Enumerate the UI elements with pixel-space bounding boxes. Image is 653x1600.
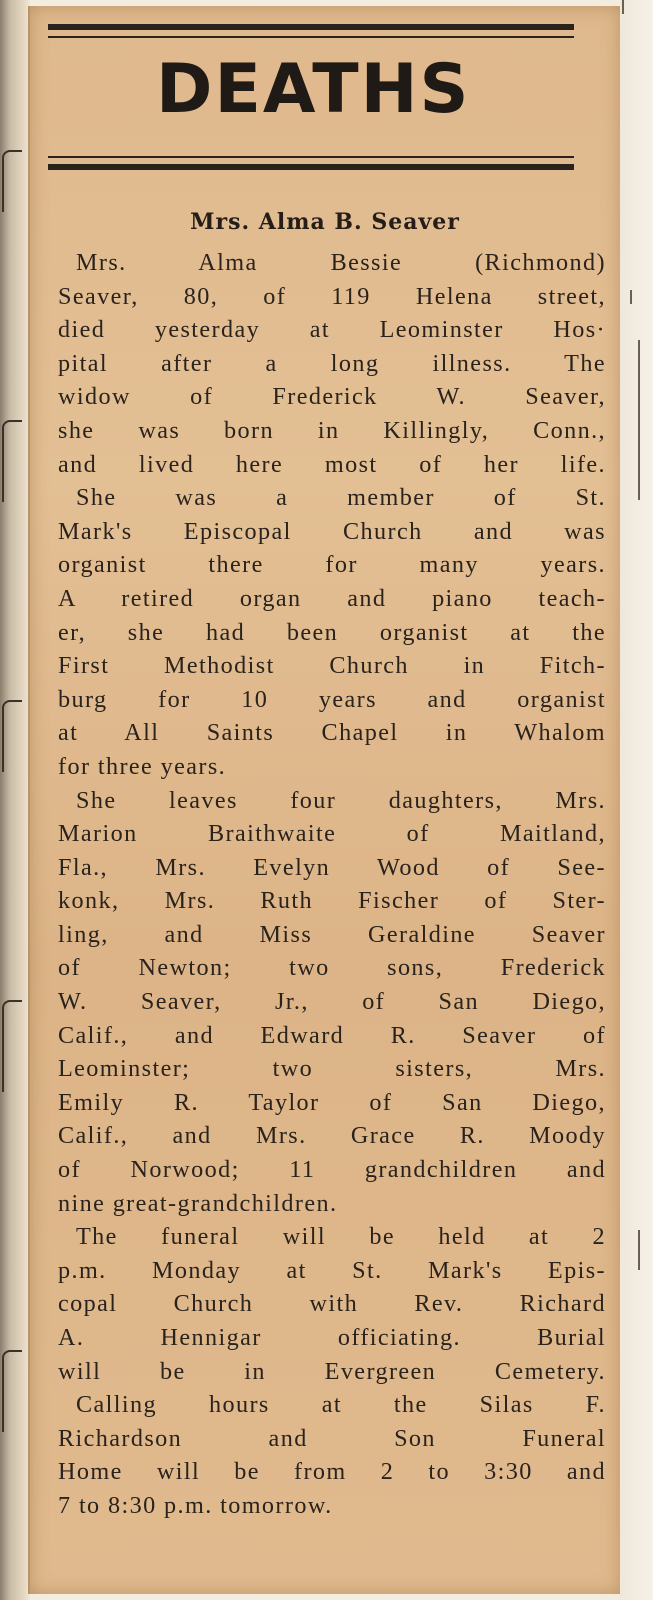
top-rule-thin	[48, 36, 574, 38]
scan-margin	[620, 0, 653, 1600]
obituary-line: pital after a long illness. The	[58, 349, 606, 377]
obituary-line: Calif., and Edward R. Seaver of	[58, 1021, 606, 1049]
header-rule	[48, 164, 574, 170]
obituary-line: Seaver, 80, of 119 Helena street,	[58, 282, 606, 310]
obituary-line: Fla., Mrs. Evelyn Wood of See-	[58, 853, 606, 881]
obituary-line: burg for 10 years and organist	[58, 685, 606, 713]
crop-mark	[630, 290, 632, 304]
adjacent-clipping-edge	[0, 0, 30, 1600]
obituary-line: A. Hennigar officiating. Burial	[58, 1324, 606, 1351]
obituary-line: Mark's Episcopal Church and was	[58, 517, 606, 545]
obituary-line: for three years.	[58, 752, 227, 780]
obituary-line: konk, Mrs. Ruth Fischer of Ster-	[58, 887, 606, 915]
obituary-line: copal Church with Rev. Richard	[58, 1290, 606, 1318]
obituary-line: The funeral will be held at 2	[76, 1223, 606, 1251]
obituary-line: at All Saints Chapel in Whalom	[58, 719, 606, 747]
obituary-line: widow of Frederick W. Seaver,	[58, 383, 606, 411]
obituary-line: organist there for many years.	[58, 551, 606, 579]
obituary-line: Marion Braithwaite of Maitland,	[58, 820, 606, 848]
obituary-line: Calif., and Mrs. Grace R. Moody	[58, 1122, 606, 1150]
obituary-line: She was a member of St.	[76, 484, 606, 512]
obituary-line: died yesterday at Leominster Hos·	[58, 316, 606, 344]
obituary-line: p.m. Monday at St. Mark's Epis-	[58, 1256, 606, 1284]
obituary-line: Richardson and Son Funeral	[58, 1424, 606, 1452]
obituary-line: Emily R. Taylor of San Diego,	[58, 1088, 606, 1116]
obituary-line: she was born in Killingly, Conn.,	[58, 416, 606, 444]
obituary-line: Home will be from 2 to 3:30 and	[58, 1458, 606, 1486]
obituary-line: will be in Evergreen Cemetery.	[58, 1357, 606, 1385]
obituary-line: nine great-grandchildren.	[58, 1189, 338, 1217]
top-rule	[48, 24, 574, 30]
obituary-line: A retired organ and piano teach-	[58, 584, 606, 612]
edge-mark	[2, 1350, 22, 1432]
edge-mark	[2, 150, 22, 212]
crop-mark	[638, 1230, 640, 1270]
edge-mark	[2, 1000, 22, 1092]
header-rule-thin	[48, 156, 574, 158]
edge-mark	[2, 420, 22, 502]
obituary-line: of Norwood; 11 grandchildren and	[58, 1156, 606, 1184]
edge-mark	[2, 700, 22, 772]
obituary-line: Calling hours at the Silas F.	[76, 1391, 606, 1419]
newspaper-clipping	[28, 6, 622, 1594]
obituary-body	[58, 246, 606, 1523]
obituary-line: er, she had been organist at the	[58, 618, 606, 646]
obituary-line: of Newton; two sons, Frederick	[58, 954, 606, 982]
crop-mark	[638, 340, 640, 500]
crop-mark	[622, 0, 624, 14]
obituary-line: and lived here most of her life.	[58, 450, 606, 478]
obituary-line: ling, and Miss Geraldine Seaver	[58, 920, 606, 948]
section-headline: DEATHS	[156, 50, 471, 129]
obituary-line: First Methodist Church in Fitch-	[58, 652, 606, 680]
obituary-line: She leaves four daughters, Mrs.	[76, 786, 606, 814]
obituary-line: Leominster; two sisters, Mrs.	[58, 1055, 606, 1083]
obituary-line: 7 to 8:30 p.m. tomorrow.	[58, 1491, 333, 1519]
obituary-line: W. Seaver, Jr., of San Diego,	[58, 988, 606, 1016]
obituary-line: Mrs. Alma Bessie (Richmond)	[76, 249, 606, 276]
obituary-name: Mrs. Alma B. Seaver	[190, 209, 460, 235]
